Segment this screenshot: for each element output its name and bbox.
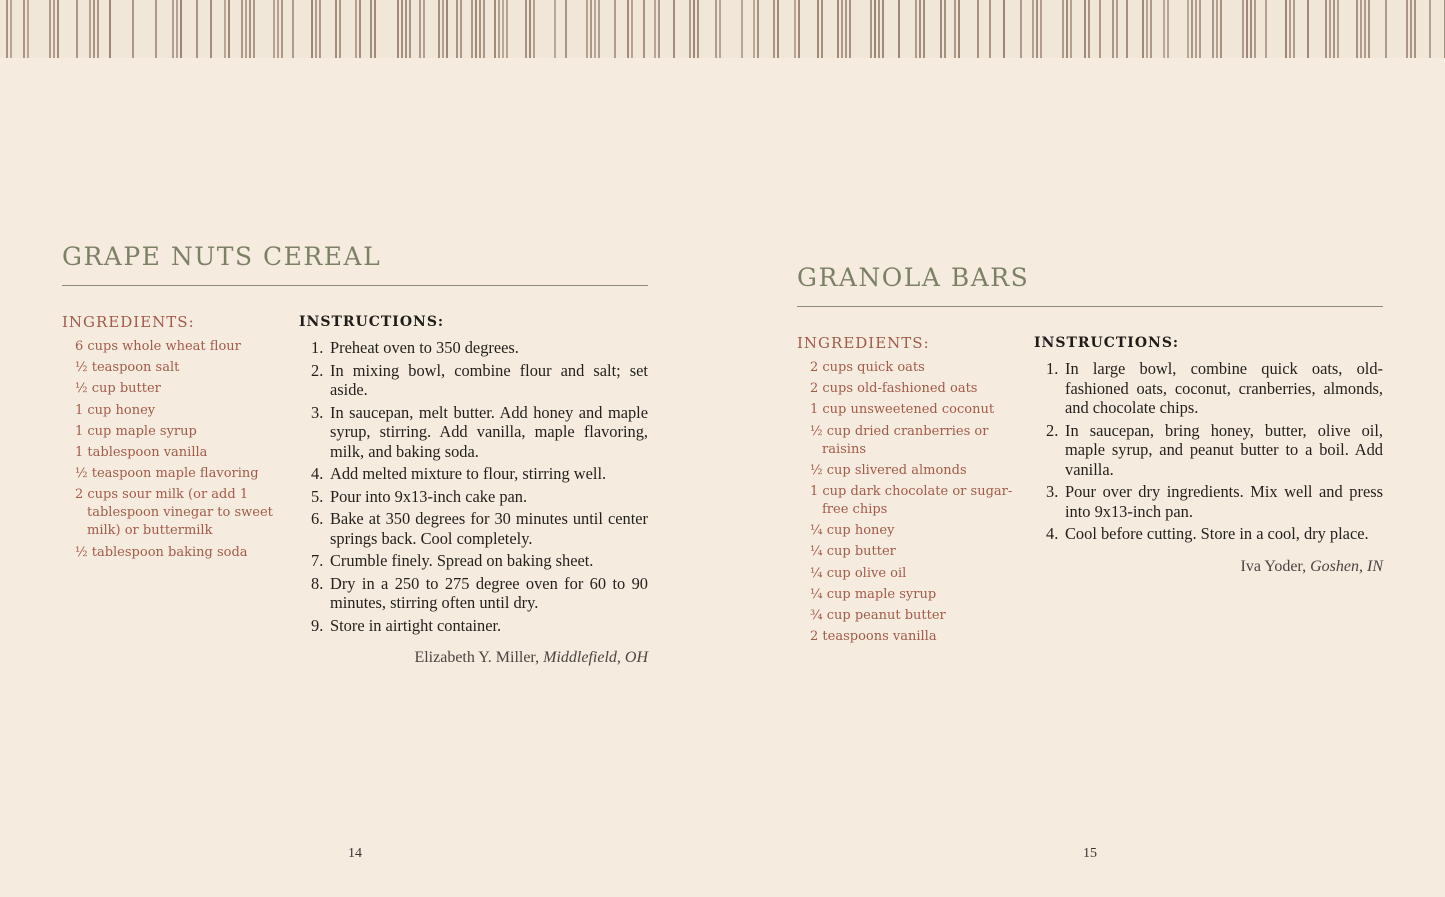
stripe-line xyxy=(196,0,198,58)
step-text: Pour over dry ingredients. Mix well and press into 9x13-inch pan. xyxy=(1065,482,1383,521)
stripe-line xyxy=(176,0,178,58)
stripe-line xyxy=(586,0,588,58)
stripe-line xyxy=(339,0,341,58)
step-number: 7. xyxy=(311,551,324,570)
stripe-line xyxy=(1329,0,1331,58)
step-text: Cool before cutting. Store in a cool, dry place. xyxy=(1065,524,1369,543)
stripe-line xyxy=(89,0,91,58)
step-text: Crumble finely. Spread on baking sheet. xyxy=(330,551,594,570)
instructions-heading: INSTRUCTIONS: xyxy=(299,314,445,330)
step-text: Pour into 9x13-inch cake pan. xyxy=(330,486,528,506)
ingredient-item: 2 cups sour milk (or add 1 tablespoon vinegar to sweet milk) or buttermilk xyxy=(75,487,273,539)
ingredients-heading: INGREDIENTS: xyxy=(797,334,930,352)
stripe-line xyxy=(1246,0,1248,58)
instruction-step xyxy=(299,338,648,358)
instruction-step xyxy=(299,361,648,400)
stripe-line xyxy=(554,0,556,58)
ingredient-item: ½ tablespoon baking soda xyxy=(75,544,248,560)
recipe-granola-bars xyxy=(797,261,1383,645)
stripe-line xyxy=(423,0,425,58)
stripe-line xyxy=(658,0,660,58)
ingredient-item: ½ teaspoon salt xyxy=(75,360,180,376)
step-number: 3. xyxy=(1046,482,1059,501)
stripe-line xyxy=(627,0,629,58)
stripe-line xyxy=(1187,0,1189,58)
ingredient-item: 1 cup dark chocolate or sugar-free chips xyxy=(810,483,1013,517)
stripe-line xyxy=(1429,0,1431,58)
stripe-line xyxy=(1191,0,1193,58)
stripe-line xyxy=(1220,0,1222,58)
stripe-line xyxy=(10,0,12,58)
step-number: 1. xyxy=(311,338,324,357)
stripe-line xyxy=(944,0,946,58)
stripe-line xyxy=(1289,0,1291,58)
stripe-line xyxy=(874,0,876,58)
stripe-line xyxy=(598,0,600,58)
stripe-line xyxy=(525,0,527,58)
stripe-line xyxy=(753,0,755,58)
stripe-line xyxy=(172,0,174,58)
stripe-line xyxy=(419,0,421,58)
stripe-line xyxy=(405,0,407,58)
stripe-line xyxy=(1020,0,1022,58)
stripe-line xyxy=(442,0,444,58)
ingredient-item: 1 cup unsweetened coconut xyxy=(810,402,995,418)
ingredient-item: ½ cup butter xyxy=(75,381,161,397)
stripe-line xyxy=(1254,0,1256,58)
instruction-step xyxy=(299,464,648,484)
stripe-line xyxy=(757,0,759,58)
stripe-line xyxy=(27,0,29,58)
stripe-line xyxy=(471,0,473,58)
stripe-line xyxy=(715,0,717,58)
stripe-line xyxy=(1364,0,1366,58)
stripe-line xyxy=(1150,0,1152,58)
stripe-line xyxy=(1406,0,1408,58)
stripe-line xyxy=(253,0,255,58)
stripe-line xyxy=(355,0,357,58)
stripe-line xyxy=(533,0,535,58)
stripe-line xyxy=(49,0,51,58)
stripe-line xyxy=(132,0,134,58)
stripe-line xyxy=(1003,0,1005,58)
stripe-line xyxy=(673,0,675,58)
ingredient-item: ¼ cup honey xyxy=(810,523,895,539)
stripe-line xyxy=(1410,0,1412,58)
stripe-line xyxy=(57,0,59,58)
stripe-line xyxy=(1126,0,1128,58)
step-number: 8. xyxy=(311,573,324,593)
stripe-line xyxy=(483,0,485,58)
stripe-line xyxy=(53,0,55,58)
stripe-line xyxy=(1167,0,1169,58)
stripe-line xyxy=(374,0,376,58)
stripe-line xyxy=(1146,0,1148,58)
stripe-line xyxy=(180,0,182,58)
stripe-line xyxy=(6,0,8,58)
ingredient-item: 6 cups whole wheat flour xyxy=(75,339,241,354)
stripe-line xyxy=(315,0,317,58)
stripe-line xyxy=(1040,0,1042,58)
stripe-line xyxy=(273,0,275,58)
recipe-title: GRANOLA BARS xyxy=(797,261,1383,307)
stripe-line xyxy=(977,0,979,58)
stripe-line xyxy=(506,0,508,58)
stripe-line xyxy=(817,0,819,58)
stripe-line xyxy=(228,0,230,58)
stripe-line xyxy=(281,0,283,58)
ingredient-item: 2 cups quick oats xyxy=(810,360,925,375)
ingredients-list xyxy=(62,338,287,562)
step-text: In saucepan, bring honey, butter, olive oil, maple syrup, and peanut butter to a boil. Add vanilla. xyxy=(1065,420,1383,479)
decorative-stripe-band xyxy=(0,0,1445,58)
stripe-line xyxy=(245,0,247,58)
stripe-line xyxy=(529,0,531,58)
stripe-line xyxy=(1066,0,1068,58)
step-number: 3. xyxy=(311,402,324,422)
stripe-line xyxy=(359,0,361,58)
stripe-line xyxy=(1285,0,1287,58)
ingredients-heading: INGREDIENTS: xyxy=(62,313,195,331)
stripe-line xyxy=(456,0,458,58)
stripe-line xyxy=(1293,0,1295,58)
stripe-line xyxy=(1250,0,1252,58)
stripe-line xyxy=(23,0,25,58)
recipe-title: GRAPE NUTS CEREAL xyxy=(62,240,648,286)
ingredient-item: 1 cup maple syrup xyxy=(75,423,197,439)
stripe-line xyxy=(1142,0,1144,58)
stripe-line xyxy=(409,0,411,58)
stripe-line xyxy=(845,0,847,58)
ingredient-item: 2 cups old-fashioned oats xyxy=(810,381,978,397)
stripe-line xyxy=(1307,0,1309,58)
ingredients-section xyxy=(62,312,287,565)
ingredient-item: ¼ cup butter xyxy=(810,544,896,560)
stripe-line xyxy=(460,0,462,58)
page-number-left: 14 xyxy=(348,846,362,861)
stripe-line xyxy=(878,0,880,58)
stripe-line xyxy=(494,0,496,58)
credit-place: Middlefield, OH xyxy=(543,649,648,666)
ingredients-section xyxy=(797,333,1022,649)
stripe-line xyxy=(849,0,851,58)
stripe-line xyxy=(370,0,372,58)
stripe-line xyxy=(915,0,917,58)
stripe-line xyxy=(277,0,279,58)
recipe-credit xyxy=(299,648,648,668)
stripe-line xyxy=(794,0,796,58)
stripe-line xyxy=(1116,0,1118,58)
stripe-line xyxy=(923,0,925,58)
step-number: 4. xyxy=(1046,524,1059,543)
stripe-line xyxy=(821,0,823,58)
step-text: In large bowl, combine quick oats, old-fashioned oats, coconut, cranberries, almonds, and chocolate chips. xyxy=(1065,359,1383,417)
ingredient-item: 1 cup honey xyxy=(75,402,156,418)
instructions-section xyxy=(299,312,648,668)
ingredient-item: ½ cup slivered almonds xyxy=(810,462,967,478)
instruction-step xyxy=(299,509,648,548)
step-text: In saucepan, melt butter. Add honey and maple syrup, stirring. Add vanilla, maple flavoring, milk, and baking soda. xyxy=(330,402,648,461)
stripe-line xyxy=(1199,0,1201,58)
instruction-step xyxy=(299,574,648,613)
stripe-line xyxy=(594,0,596,58)
ingredient-item: ½ cup dried cranberries or raisins xyxy=(810,423,989,457)
stripe-line xyxy=(590,0,592,58)
ingredients-list xyxy=(797,359,1022,646)
stripe-line xyxy=(643,0,645,58)
stripe-line xyxy=(1242,0,1244,58)
stripe-line xyxy=(97,0,99,58)
stripe-line xyxy=(898,0,900,58)
stripe-line xyxy=(1212,0,1214,58)
instructions-section xyxy=(1034,333,1383,577)
step-text: Preheat oven to 350 degrees. xyxy=(330,338,519,357)
stripe-line xyxy=(689,0,691,58)
instructions-list xyxy=(299,338,648,635)
stripe-pattern xyxy=(0,0,1445,58)
stripe-line xyxy=(870,0,872,58)
step-number: 1. xyxy=(1046,359,1059,378)
stripe-line xyxy=(446,0,448,58)
stripe-line xyxy=(1163,0,1165,58)
step-text: In mixing bowl, combine flour and salt; set aside. xyxy=(330,360,648,399)
stripe-line xyxy=(224,0,226,58)
ingredient-item: 1 tablespoon vanilla xyxy=(75,444,208,460)
stripe-line xyxy=(919,0,921,58)
stripe-line xyxy=(1084,0,1086,58)
stripe-line xyxy=(249,0,251,58)
stripe-line xyxy=(479,0,481,58)
stripe-line xyxy=(1337,0,1339,58)
instruction-step xyxy=(1034,482,1383,521)
credit-place: Goshen, IN xyxy=(1310,557,1383,575)
stripe-line xyxy=(1099,0,1101,58)
stripe-line xyxy=(335,0,337,58)
step-number: 4. xyxy=(311,464,324,483)
stripe-line xyxy=(475,0,477,58)
stripe-line xyxy=(401,0,403,58)
stripe-line xyxy=(1368,0,1370,58)
ingredient-item: ¼ cup olive oil xyxy=(810,565,907,581)
stripe-line xyxy=(319,0,321,58)
step-number: 5. xyxy=(311,486,324,506)
instruction-step xyxy=(299,487,648,507)
stripe-line xyxy=(954,0,956,58)
stripe-line xyxy=(989,0,991,58)
stripe-line xyxy=(1032,0,1034,58)
stripe-line xyxy=(155,0,157,58)
step-number: 2. xyxy=(1046,420,1059,440)
stripe-line xyxy=(1112,0,1114,58)
stripe-line xyxy=(565,0,567,58)
stripe-line xyxy=(93,0,95,58)
credit-name: Elizabeth Y. Miller, xyxy=(414,649,540,666)
stripe-line xyxy=(882,0,884,58)
instruction-step xyxy=(1034,359,1383,418)
stripe-line xyxy=(1356,0,1358,58)
stripe-line xyxy=(1216,0,1218,58)
stripe-line xyxy=(1036,0,1038,58)
stripe-line xyxy=(241,0,243,58)
stripe-line xyxy=(1360,0,1362,58)
stripe-line xyxy=(1070,0,1072,58)
instruction-step xyxy=(1034,421,1383,480)
stripe-line xyxy=(837,0,839,58)
step-text: Store in airtight container. xyxy=(330,615,502,635)
instructions-list xyxy=(1034,359,1383,544)
page-number-right: 15 xyxy=(1083,846,1097,861)
stripe-line xyxy=(1414,0,1416,58)
stripe-line xyxy=(777,0,779,58)
instruction-step xyxy=(299,616,648,636)
stripe-line xyxy=(76,0,78,58)
stripe-line xyxy=(841,0,843,58)
stripe-line xyxy=(958,0,960,58)
step-number: 6. xyxy=(311,509,324,528)
stripe-line xyxy=(697,0,699,58)
instruction-step xyxy=(1034,524,1383,544)
stripe-line xyxy=(311,0,313,58)
stripe-line xyxy=(210,0,212,58)
step-text: Dry in a 250 to 275 degree oven for 60 to 90 minutes, stirring often until dry. xyxy=(330,573,648,612)
stripe-line xyxy=(1333,0,1335,58)
recipe-grape-nuts-cereal xyxy=(62,240,648,666)
step-number: 9. xyxy=(311,615,324,635)
stripe-line xyxy=(693,0,695,58)
step-number: 2. xyxy=(311,360,324,380)
stripe-line xyxy=(940,0,942,58)
stripe-line xyxy=(654,0,656,58)
stripe-line xyxy=(438,0,440,58)
stripe-line xyxy=(1195,0,1197,58)
credit-name: Iva Yoder, xyxy=(1240,557,1307,575)
recipe-credit xyxy=(1034,557,1383,577)
stripe-line xyxy=(1088,0,1090,58)
stripe-line xyxy=(798,0,800,58)
stripe-line xyxy=(1385,0,1387,58)
ingredient-item: 2 teaspoons vanilla xyxy=(810,629,937,645)
ingredient-item: ¾ cup peanut butter xyxy=(810,607,946,623)
stripe-line xyxy=(109,0,111,58)
step-text: Add melted mixture to flour, stirring well. xyxy=(330,464,607,483)
stripe-line xyxy=(498,0,500,58)
step-text: Bake at 350 degrees for 30 minutes until center springs back. Cool completely. xyxy=(330,509,648,548)
stripe-line xyxy=(614,0,616,58)
stripe-line xyxy=(292,0,294,58)
instruction-step xyxy=(299,403,648,462)
ingredient-item: ½ teaspoon maple flavoring xyxy=(75,466,259,482)
stripe-line xyxy=(397,0,399,58)
stripe-line xyxy=(1325,0,1327,58)
stripe-line xyxy=(1062,0,1064,58)
stripe-line xyxy=(773,0,775,58)
instructions-heading: INSTRUCTIONS: xyxy=(1034,335,1180,351)
stripe-line xyxy=(741,0,743,58)
stripe-line xyxy=(631,0,633,58)
stripe-line xyxy=(1265,0,1267,58)
instruction-step xyxy=(299,551,648,571)
ingredient-item: ¼ cup maple syrup xyxy=(810,586,937,602)
stripe-line xyxy=(502,0,504,58)
stripe-line xyxy=(719,0,721,58)
